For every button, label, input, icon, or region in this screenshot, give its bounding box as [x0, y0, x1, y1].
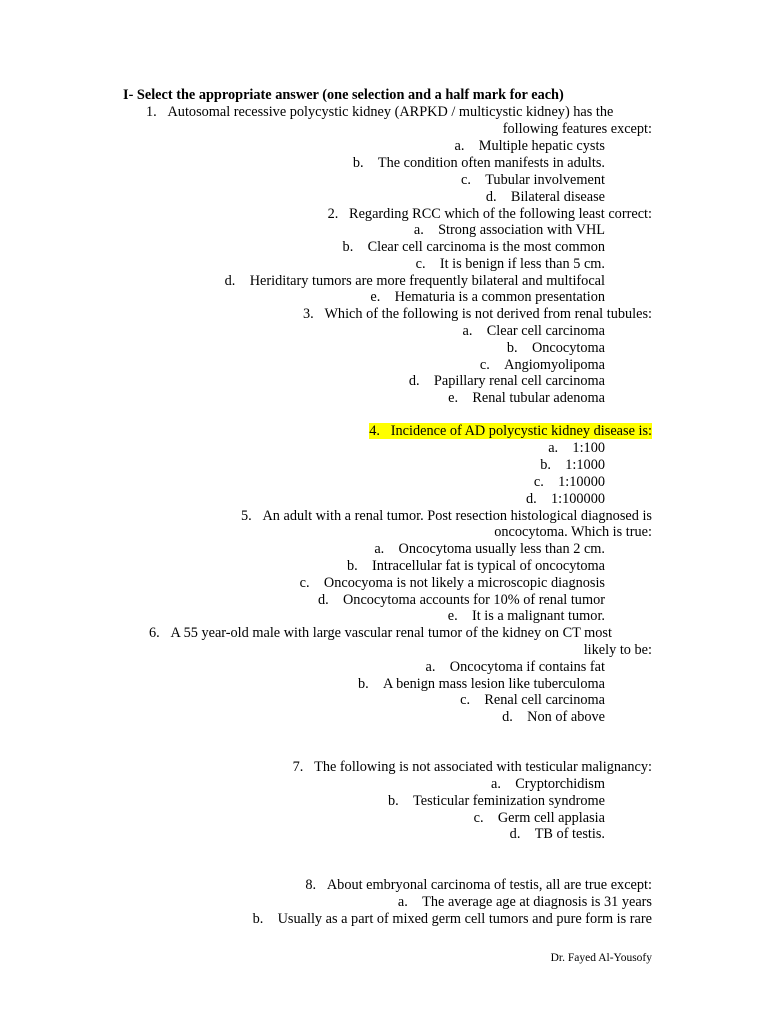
option-marker: d. [525, 491, 537, 507]
question-8-number: 8. [305, 877, 317, 893]
q3-option-b[interactable] [507, 340, 605, 357]
q5-option-c[interactable] [300, 575, 605, 592]
option-marker: a. [425, 659, 436, 675]
option-marker: c. [460, 172, 471, 188]
question-5-text: An adult with a renal tumor. Post resection histological diagnosed is [262, 508, 652, 524]
option-marker: a. [397, 894, 408, 910]
q2-option-c[interactable] [416, 256, 605, 273]
question-1-stem [146, 104, 613, 121]
option-text: Angiomyolipoma [504, 357, 605, 373]
q1-option-c[interactable] [461, 172, 605, 189]
question-5-number: 5. [241, 508, 252, 524]
option-marker: c. [299, 575, 310, 591]
option-marker: d. [509, 826, 521, 842]
q7-option-b[interactable] [388, 793, 605, 810]
question-6-number: 6. [149, 625, 160, 641]
question-4-highlight [369, 423, 652, 439]
option-text: Renal cell carcinoma [484, 692, 605, 708]
q2-option-e[interactable] [370, 289, 605, 306]
q4-option-d[interactable] [526, 491, 605, 508]
q1-option-d[interactable] [486, 189, 605, 206]
q8-option-a[interactable] [398, 894, 652, 911]
option-text: Clear cell carcinoma [486, 323, 605, 339]
question-3-text: Which of the following is not derived from renal tubules: [324, 306, 652, 322]
q1-option-b[interactable] [353, 155, 605, 172]
option-text: Oncocytoma if contains fat [449, 659, 605, 675]
option-marker: b. [540, 457, 551, 473]
question-2-text: Regarding RCC which of the following least correct: [349, 206, 652, 222]
option-marker: c. [460, 692, 471, 708]
option-marker: e. [448, 390, 459, 406]
q5-option-d[interactable] [318, 592, 605, 609]
q2-option-a[interactable] [414, 222, 605, 239]
question-8-stem [305, 877, 652, 894]
option-text: Oncocytoma usually less than 2 cm. [398, 541, 605, 557]
option-text: Clear cell carcinoma is the most common [367, 239, 605, 255]
option-marker: d. [317, 592, 329, 608]
q1-option-a[interactable] [455, 138, 605, 155]
option-text: Oncocytoma [531, 340, 605, 356]
option-marker: c. [415, 256, 426, 272]
question-4-stem [369, 423, 652, 440]
option-text: It is benign if less than 5 cm. [439, 256, 605, 272]
q6-option-c[interactable] [460, 692, 605, 709]
option-marker: a. [413, 222, 424, 238]
q4-option-b[interactable] [540, 457, 605, 474]
q6-option-a[interactable] [426, 659, 605, 676]
q5-option-a[interactable] [374, 541, 605, 558]
option-marker: c. [479, 357, 490, 373]
option-text: 1:100 [572, 440, 605, 456]
option-text: Renal tubular adenoma [472, 390, 605, 406]
question-3-stem [303, 306, 652, 323]
option-text: Papillary renal cell carcinoma [433, 373, 605, 389]
option-text: 1:100000 [550, 491, 605, 507]
option-text: Bilateral disease [510, 189, 605, 205]
option-text: It is a malignant tumor. [471, 608, 605, 624]
question-1-text: Autosomal recessive polycystic kidney (ARPKD / multicystic kidney) has the [167, 104, 614, 120]
question-2-stem [328, 206, 652, 223]
option-text: The condition often manifests in adults. [377, 155, 605, 171]
section-heading: I- Select the appropriate answer (one selection and a half mark for each) [123, 87, 564, 103]
option-text: Strong association with VHL [438, 222, 605, 238]
q3-option-e[interactable] [448, 390, 605, 407]
q7-option-a[interactable] [491, 776, 605, 793]
option-marker: b. [352, 155, 364, 171]
q8-option-b[interactable] [253, 911, 652, 928]
question-2-number: 2. [327, 206, 339, 222]
option-marker: b. [252, 911, 264, 927]
option-marker: c. [473, 810, 484, 826]
option-text: Non of above [527, 709, 605, 725]
option-marker: d. [224, 273, 236, 289]
option-text: Hematuria is a common presentation [394, 289, 605, 305]
question-1-text-cont: following features except: [502, 121, 652, 137]
option-marker: d. [408, 373, 420, 389]
option-text: 1:1000 [565, 457, 605, 473]
option-marker: a. [548, 440, 559, 456]
option-marker: c. [533, 474, 544, 490]
question-7-stem [293, 759, 652, 776]
question-1-number: 1. [146, 104, 157, 120]
q2-option-d[interactable] [225, 273, 605, 290]
option-marker: a. [454, 138, 465, 154]
question-6-stem [149, 625, 612, 642]
option-marker: b. [346, 558, 358, 574]
q7-option-d[interactable] [510, 826, 605, 843]
option-text: 1:10000 [558, 474, 605, 490]
option-marker: a. [462, 323, 473, 339]
q5-option-b[interactable] [347, 558, 605, 575]
option-text: Germ cell applasia [497, 810, 605, 826]
option-text: Oncocyoma is not likely a microscopic diagnosis [323, 575, 605, 591]
q3-option-d[interactable] [409, 373, 605, 390]
option-marker: e. [370, 289, 381, 305]
option-marker: b. [506, 340, 518, 356]
question-8-text: About embryonal carcinoma of testis, all are true except: [326, 877, 652, 893]
question-7-text: The following is not associated with testicular malignancy: [314, 759, 652, 775]
option-text: Usually as a part of mixed germ cell tumors and pure form is rare [277, 911, 652, 927]
option-marker: d. [485, 189, 497, 205]
option-text: Multiple hepatic cysts [478, 138, 605, 154]
question-6-text: A 55 year-old male with large vascular renal tumor of the kidney on CT most [170, 625, 612, 641]
option-marker: e. [447, 608, 458, 624]
option-marker: b. [358, 676, 369, 692]
option-text: Heriditary tumors are more frequently bilateral and multifocal [249, 273, 605, 289]
option-marker: a. [491, 776, 501, 792]
option-text: Tubular involvement [485, 172, 605, 188]
question-3-number: 3. [302, 306, 314, 322]
q5-option-e[interactable] [448, 608, 605, 625]
option-text: Cryptorchidism [515, 776, 605, 792]
option-text: Intracellular fat is typical of oncocytoma [371, 558, 605, 574]
q6-option-d[interactable] [502, 709, 605, 726]
q2-option-b[interactable] [343, 239, 605, 256]
q7-option-c[interactable] [474, 810, 605, 827]
q4-option-c[interactable] [534, 474, 605, 491]
q4-option-a[interactable] [548, 440, 605, 457]
option-text: A benign mass lesion like tuberculoma [383, 676, 605, 692]
q3-option-a[interactable] [463, 323, 606, 340]
question-6-text-cont: likely to be: [583, 642, 652, 658]
question-5-text-cont: oncocytoma. Which is true: [494, 524, 652, 540]
question-4-number: 4. [369, 423, 381, 439]
option-marker: a. [374, 541, 385, 557]
question-7-number: 7. [292, 759, 304, 775]
option-text: Testicular feminization syndrome [413, 793, 605, 809]
option-text: TB of testis. [534, 826, 605, 842]
option-text: Oncocytoma accounts for 10% of renal tumor [342, 592, 605, 608]
option-marker: d. [502, 709, 513, 725]
option-marker: b. [388, 793, 399, 809]
q6-option-b[interactable] [358, 676, 605, 693]
option-text: The average age at diagnosis is 31 years [422, 894, 652, 910]
q3-option-c[interactable] [480, 357, 605, 374]
footer-author: Dr. Fayed Al-Yousofy [550, 952, 652, 964]
option-marker: b. [342, 239, 354, 255]
question-4-text: Incidence of AD polycystic kidney disease is: [390, 423, 652, 439]
question-5-stem [241, 508, 652, 525]
